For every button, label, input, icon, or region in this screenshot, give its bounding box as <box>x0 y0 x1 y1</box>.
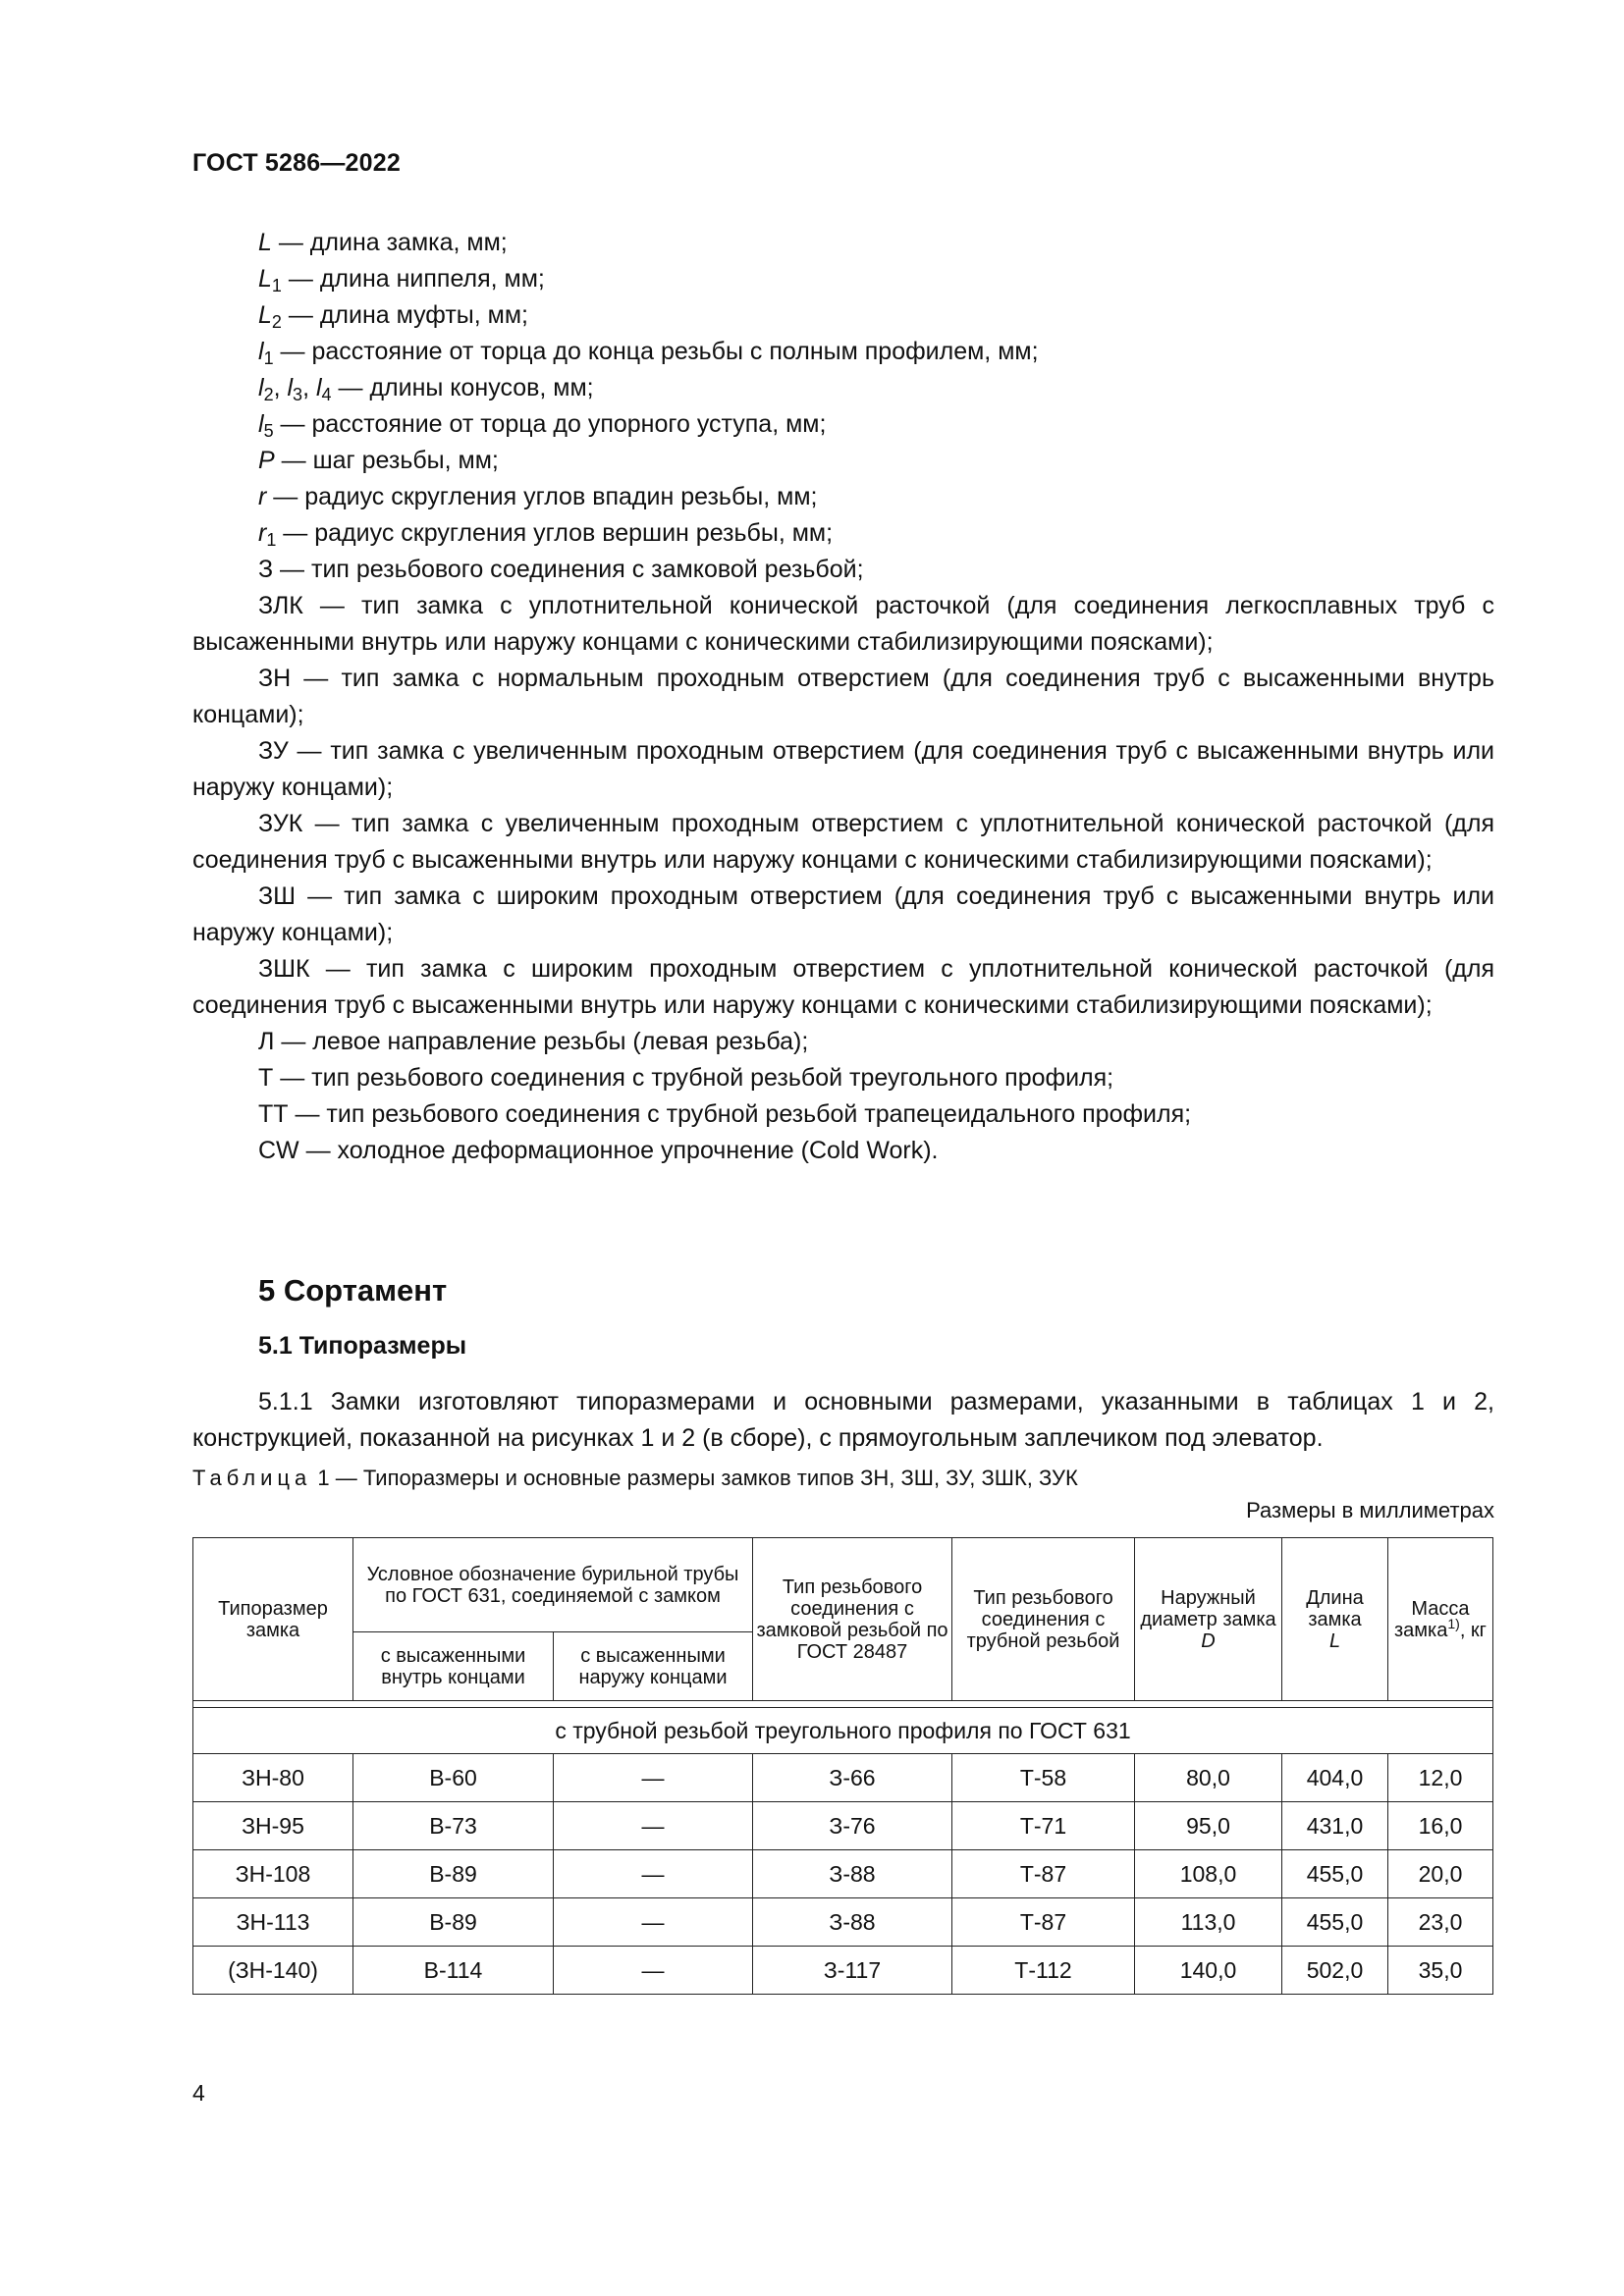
table-cell: 431,0 <box>1282 1802 1388 1850</box>
table-row <box>193 1754 1493 1802</box>
table-caption-text: 1 — Типоразмеры и основные размеры замков типов ЗН, ЗШ, ЗУ, ЗШК, ЗУК <box>311 1466 1078 1490</box>
table-cell: В-89 <box>353 1898 554 1947</box>
table-cell: — <box>554 1802 753 1850</box>
table-cell: — <box>554 1850 753 1898</box>
table-cell: — <box>554 1947 753 1995</box>
header-pipe: Условное обозначение бурильной трубы по ГОСТ 631, соединяемой с замком <box>353 1538 753 1632</box>
definition-item: ЗШК — тип замка с широким проходным отверстием с уплотнительной конической расточкой (для соединения труб с высаженными внутрь или наружу концами с коническими стабилизирующими поясками); <box>192 955 1494 1019</box>
table-cell: Т-58 <box>952 1754 1135 1802</box>
table-cell: В-114 <box>353 1947 554 1995</box>
table-cell: Т-112 <box>952 1947 1135 1995</box>
table-cell: В-73 <box>353 1802 554 1850</box>
table-cell: В-89 <box>353 1850 554 1898</box>
table-cell: 20,0 <box>1388 1850 1493 1898</box>
header-lock-thread: Тип резьбового соединения с замковой резьбой по ГОСТ 28487 <box>753 1538 952 1701</box>
section-title: 5 Сортамент <box>258 1273 448 1308</box>
table-cell: 108,0 <box>1135 1850 1282 1898</box>
page-number: 4 <box>192 2080 205 2106</box>
table-cell: — <box>554 1754 753 1802</box>
table-cell: ЗН-80 <box>193 1754 353 1802</box>
definition-item: $l_1$ — расстояние от торца до конца резьбы с полным профилем, мм; <box>258 338 1039 368</box>
table-cell: 23,0 <box>1388 1898 1493 1947</box>
definition-item: ЗУ — тип замка с увеличенным проходным отверстием (для соединения труб с высаженными внутрь или наружу концами); <box>192 737 1494 801</box>
header-length: Длина замка L <box>1282 1538 1388 1701</box>
table-cell: В-60 <box>353 1754 554 1802</box>
definition-item: ЗН — тип замка с нормальным проходным отверстием (для соединения труб с высаженными внутрь концами); <box>192 665 1494 728</box>
table-cell: 113,0 <box>1135 1898 1282 1947</box>
table-cell: ЗН-113 <box>193 1898 353 1947</box>
table-cell: З-76 <box>753 1802 952 1850</box>
subsection-title: 5.1 Типоразмеры <box>258 1332 467 1360</box>
table-cell: ЗН-95 <box>193 1802 353 1850</box>
document-header: ГОСТ 5286—2022 <box>192 149 401 177</box>
group-label: с трубной резьбой треугольного профиля по ГОСТ 631 <box>193 1708 1493 1754</box>
body-paragraph <box>192 1384 1494 1457</box>
table-row <box>193 1850 1493 1898</box>
header-pipe-in: с высаженными внутрь концами <box>353 1632 554 1701</box>
definition-item: $L_1$ — длина ниппеля, мм; <box>258 265 545 295</box>
header-diameter: Наружный диаметр замка D <box>1135 1538 1282 1701</box>
table-cell: ЗН-108 <box>193 1850 353 1898</box>
table-cell: 35,0 <box>1388 1947 1493 1995</box>
table-group-row <box>193 1708 1493 1754</box>
definition-item: Л — левое направление резьбы (левая резьба); <box>258 1028 809 1055</box>
definition-item: $r_1$ — радиус скругления углов вершин резьбы, мм; <box>258 519 834 550</box>
table-cell: 455,0 <box>1282 1898 1388 1947</box>
table-cell: З-88 <box>753 1898 952 1947</box>
table-cell: 140,0 <box>1135 1947 1282 1995</box>
definition-item: P — шаг резьбы, мм; <box>258 447 499 474</box>
table-cell: (ЗН-140) <box>193 1947 353 1995</box>
table-cell: 95,0 <box>1135 1802 1282 1850</box>
table-separator <box>193 1701 1493 1708</box>
table-cell: 16,0 <box>1388 1802 1493 1850</box>
table-cell: Т-87 <box>952 1850 1135 1898</box>
table-units-note: Размеры в миллиметрах <box>1246 1498 1494 1522</box>
table-cell: Т-71 <box>952 1802 1135 1850</box>
table-row <box>193 1898 1493 1947</box>
table-cell: Т-87 <box>952 1898 1135 1947</box>
table-cell: З-66 <box>753 1754 952 1802</box>
header-pipe-out: с высаженными наружу концами <box>554 1632 753 1701</box>
paragraph-text: 5.1.1 Замки изготовляют типоразмерами и основными размерами, указанными в таблицах 1 и 2, конструкцией, показанной на рисунках 1 и 2 (в сборе), с прямоугольным заплечиком под элеватор. <box>192 1388 1494 1452</box>
header-pipe-thread: Тип резьбового соединения с трубной резьбой <box>952 1538 1135 1701</box>
definition-item: Т — тип резьбового соединения с трубной резьбой треугольного профиля; <box>258 1064 1114 1092</box>
table-cell: З-88 <box>753 1850 952 1898</box>
definition-item: r — радиус скругления углов впадин резьбы, мм; <box>258 483 818 510</box>
definition-item: $L_2$ — длина муфты, мм; <box>258 301 528 332</box>
table-cell: 12,0 <box>1388 1754 1493 1802</box>
sizes-table <box>192 1537 1493 1995</box>
table-cell: З-117 <box>753 1947 952 1995</box>
definition-item: $l_2$, $l_3$, $l_4$ — длины конусов, мм; <box>258 374 594 404</box>
definition-item: ЗУК — тип замка с увеличенным проходным отверстием с уплотнительной конической расточкой (для соединения труб с высаженными внутрь или наружу концами с коническими стабилизирующими поясками); <box>192 810 1494 874</box>
header-mass: Масса замка$^{1)}$, кг <box>1388 1538 1493 1701</box>
definition-item: ЗШ — тип замка с широким проходным отверстием (для соединения труб с высаженными внутрь или наружу концами); <box>192 882 1494 946</box>
definition-item: ЗЛК — тип замка с уплотнительной конической расточкой (для соединения легкосплавных труб с высаженными внутрь или наружу концами с коническими стабилизирующими поясками); <box>192 592 1494 656</box>
table-header-row <box>193 1538 1493 1632</box>
table-cell: 502,0 <box>1282 1947 1388 1995</box>
table-caption-word: Таблица <box>192 1466 312 1490</box>
table-row <box>193 1947 1493 1995</box>
definition-item: $l_5$ — расстояние от торца до упорного уступа, мм; <box>258 410 827 441</box>
header-size: Типоразмер замка <box>193 1538 353 1701</box>
definition-item: L — длина замка, мм; <box>258 229 508 256</box>
table-cell: 455,0 <box>1282 1850 1388 1898</box>
definition-item: ТТ — тип резьбового соединения с трубной резьбой трапецеидального профиля; <box>258 1100 1192 1128</box>
table-cell: — <box>554 1898 753 1947</box>
table-caption <box>192 1466 1078 1491</box>
symbol-definitions <box>192 225 1494 1169</box>
definition-item: CW — холодное деформационное упрочнение (Cold Work). <box>258 1137 939 1164</box>
table-cell: 404,0 <box>1282 1754 1388 1802</box>
table-row <box>193 1802 1493 1850</box>
table-cell: 80,0 <box>1135 1754 1282 1802</box>
definition-item: З — тип резьбового соединения с замковой резьбой; <box>258 556 864 583</box>
